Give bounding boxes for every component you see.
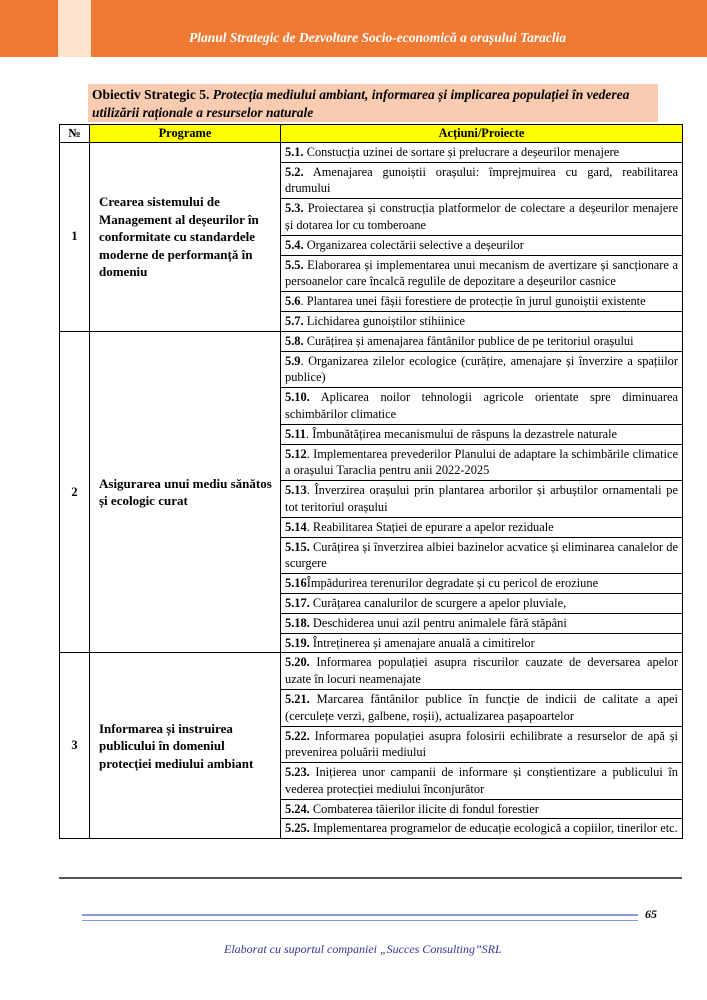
footer-rule	[82, 914, 638, 921]
header-actions: Acțiuni/Proiecte	[281, 125, 683, 143]
action-code: 5.20.	[285, 655, 310, 670]
program-number: 1	[60, 142, 90, 331]
action-cell	[281, 331, 683, 351]
action-text: Lichidarea gunoiștilor stihiinice	[303, 313, 465, 328]
action-cell	[281, 388, 683, 425]
program-number: 3	[60, 653, 90, 839]
action-text: Organizarea colectării selective a deșeurilor	[303, 237, 524, 252]
action-code: 5.13	[285, 483, 307, 498]
action-cell	[281, 574, 683, 594]
action-cell	[281, 726, 683, 763]
action-cell	[281, 799, 683, 819]
action-cell	[281, 292, 683, 312]
action-text: Inițierea unor campanii de informare și conștientizare a publicului în vederea protecției mediului înconjurător	[285, 765, 678, 796]
action-code: 5.17.	[285, 595, 310, 610]
header-band-gap	[58, 0, 91, 57]
action-cell	[281, 633, 683, 653]
action-code: 5.3.	[285, 201, 304, 216]
action-cell	[281, 653, 683, 690]
action-cell	[281, 613, 683, 633]
action-code: 5.5.	[285, 257, 304, 272]
action-code: 5.12	[285, 446, 307, 461]
page-number: 65	[645, 907, 657, 921]
footer-credit: Elaborat cu suportul companiei „Succes Consulting”SRL	[224, 942, 502, 956]
table-header-row	[60, 125, 683, 143]
action-text: Informarea populației asupra riscurilor cauzate de deversarea apelor uzate în locuri neamenajate	[285, 655, 678, 687]
action-cell	[281, 819, 683, 839]
action-code: 5.2.	[285, 164, 304, 179]
program-name: Informarea și instruirea publicului în domeniul protecției mediului ambiant	[90, 653, 281, 839]
table-row	[60, 142, 683, 162]
action-text: Curățirea și înverzirea albiei bazinelor acvatice și eliminarea canalelor de scurgere	[285, 539, 678, 571]
header-band-right	[91, 0, 707, 57]
action-text: Curățirea și amenajarea fântânilor publice de pe teritoriul orașului	[303, 333, 634, 348]
action-text: Împădurirea terenurilor degradate și cu pericol de eroziune	[306, 576, 599, 591]
action-text: Elaborarea și implementarea unui mecanism de avertizare și sancționare a persoanelor care încalcă regulile de depozitare a deșeurilor casnice	[285, 257, 678, 289]
action-code: 5.22.	[285, 728, 310, 743]
action-text: Amenajarea gunoiștii orașului: împrejmuirea cu gard, reabilitarea drumului	[285, 164, 678, 196]
action-text: Deschiderea unui azil pentru animalele fără stăpâni	[309, 615, 567, 630]
action-cell	[281, 424, 683, 444]
action-cell	[281, 517, 683, 537]
action-code: 5.15.	[285, 539, 310, 554]
action-text: Marcarea fântânilor publice în funcție de indicii de calitate a apei (cerculețe verzi, galbene, roșii), actualizarea pașapoartelor	[285, 691, 678, 723]
action-code: 5.4.	[285, 237, 304, 252]
action-text: . Înverzirea orașului prin plantarea arborilor și arbuștilor ornamentali pe tot teritoriul orașului	[285, 483, 678, 514]
action-code: 5.6	[285, 294, 301, 309]
action-code: 5.10.	[285, 390, 310, 405]
action-code: 5.18.	[285, 615, 310, 630]
action-code: 5.16	[285, 576, 307, 591]
programs-table	[59, 124, 683, 839]
table-bottom-rule	[59, 877, 682, 879]
action-code: 5.9	[285, 353, 301, 368]
page-header	[0, 0, 707, 57]
action-text: Curățarea canalurilor de scurgere a apelor pluviale,	[309, 595, 567, 610]
action-text: Informarea populației asupra folosirii echilibrate a resurselor de apă și prevenirea poluării mediului	[285, 728, 678, 760]
action-cell	[281, 444, 683, 481]
table-body	[60, 142, 683, 838]
program-name: Crearea sistemului de Management al deșeurilor în conformitate cu standardele moderne de performanță în domeniu	[90, 142, 281, 331]
action-cell	[281, 763, 683, 800]
action-text: Combaterea tăierilor ilicite di fondul forestier	[309, 801, 539, 816]
table-row	[60, 331, 683, 351]
action-code: 5.11	[285, 426, 306, 441]
action-cell	[281, 593, 683, 613]
header-num: №	[60, 125, 90, 143]
action-text: Aplicarea noilor tehnologii agricole orientate spre diminuarea schimbărilor climatice	[285, 390, 678, 421]
objective-heading	[88, 84, 658, 122]
action-text: . Plantarea unei fâșii forestiere de protecție în jurul gunoiștii existente	[300, 294, 646, 309]
action-text: Implementarea programelor de educație ecologică a copiilor, tinerilor etc.	[309, 821, 678, 836]
action-cell	[281, 255, 683, 292]
action-code: 5.23.	[285, 765, 310, 780]
action-code: 5.1.	[285, 144, 304, 159]
action-code: 5.7.	[285, 313, 304, 328]
program-name: Asigurarea unui mediu sănătos și ecologic curat	[90, 331, 281, 653]
action-code: 5.19.	[285, 635, 310, 650]
action-code: 5.14	[285, 519, 307, 534]
objective-title: Protecția mediului ambiant, informarea și implicarea populației în vederea utilizării raționale a resurselor naturale	[92, 87, 630, 120]
action-code: 5.8.	[285, 333, 304, 348]
action-text: Întreținerea și amenajare anuală a cimitirelor	[309, 635, 535, 650]
action-text: . Implementarea prevederilor Planului de adaptare la schimbările climatice a orașului Taraclia pentru anii 2022-2025	[285, 446, 678, 478]
action-cell	[281, 235, 683, 255]
action-text: Constucția uzinei de sortare și prelucrare a deșeurilor menajere	[303, 144, 620, 159]
header-band-left	[0, 0, 58, 57]
action-cell	[281, 689, 683, 726]
action-cell	[281, 311, 683, 331]
action-text: Proiectarea și construcția platformelor de colectare a deșeurilor menajere și dotarea lor cu tomberoane	[285, 201, 678, 232]
action-code: 5.21.	[285, 691, 310, 706]
objective-prefix: Obiectiv Strategic 5.	[92, 87, 213, 102]
action-code: 5.24.	[285, 801, 310, 816]
action-text: . Îmbunătățirea mecanismului de răspuns la dezastrele naturale	[306, 426, 618, 441]
action-text: . Organizarea zilelor ecologice (curățire, amenajare și înverzire a spațiilor publice)	[285, 353, 678, 385]
action-code: 5.25.	[285, 821, 310, 836]
action-cell	[281, 162, 683, 199]
header-title: Planul Strategic de Dezvoltare Socio-economică a orașului Taraclia	[189, 30, 567, 45]
action-cell	[281, 142, 683, 162]
action-text: . Reabilitarea Stației de epurare a apelor reziduale	[306, 519, 554, 534]
action-cell	[281, 351, 683, 388]
header-programs: Programe	[90, 125, 281, 143]
action-cell	[281, 481, 683, 518]
table-row	[60, 653, 683, 690]
action-cell	[281, 199, 683, 236]
action-cell	[281, 537, 683, 574]
program-number: 2	[60, 331, 90, 653]
